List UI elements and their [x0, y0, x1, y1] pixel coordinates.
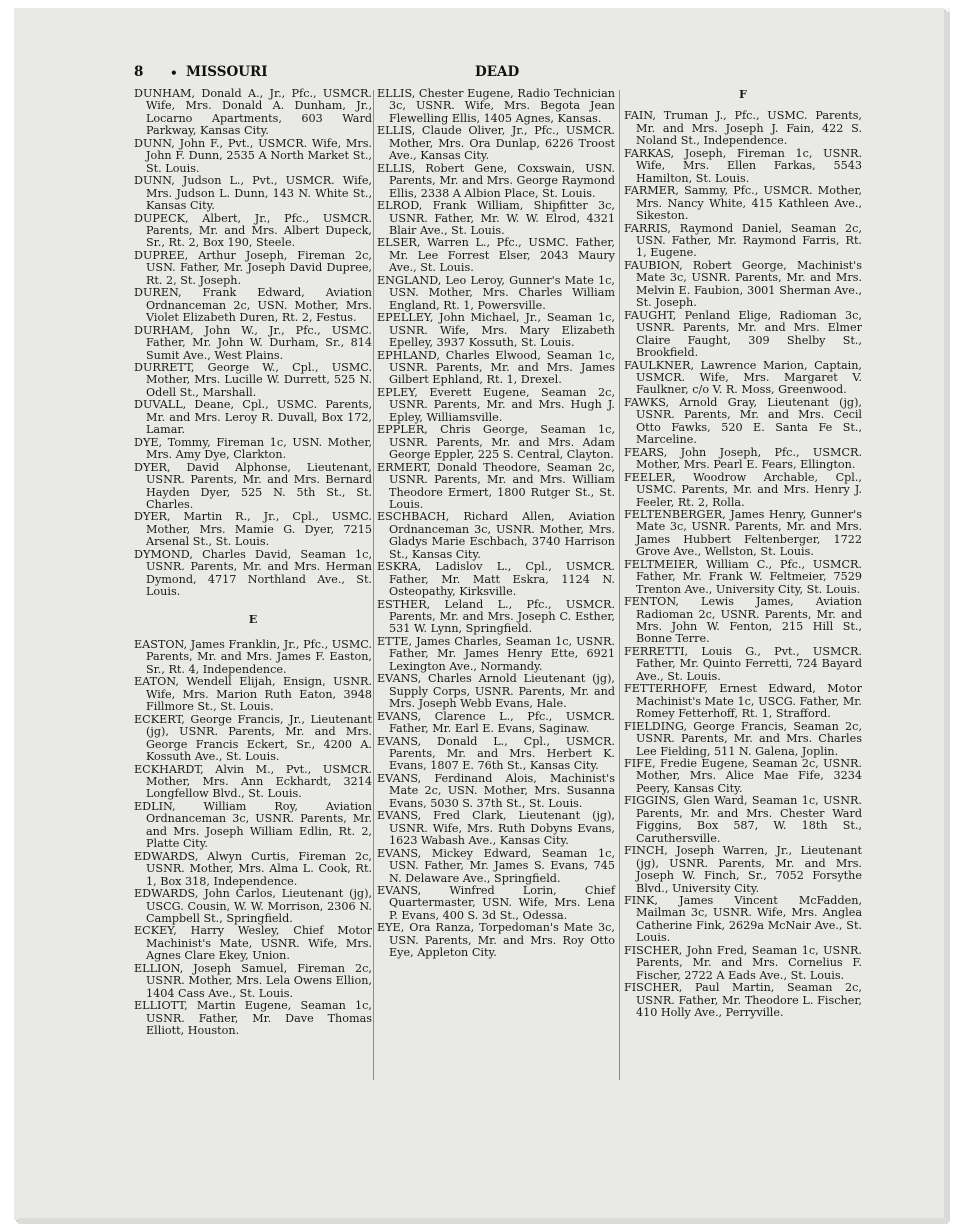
list-item: EVANS, Charles Arnold Lieutenant (jg), Supply Corps, USNR. Parents, Mr. and Mrs. Joseph Webb Evans, Hale. — [377, 672, 615, 711]
list-item: DURRETT, George W., Cpl., USMC. Mother, Mrs. Lucille W. Durrett, 525 N. Odell St., Marshall. — [134, 360, 372, 399]
list-item: DURHAM, John W., Jr., Pfc., USMC. Father, Mr. John W. Durham, Sr., 814 Sumit Ave., West Plains. — [134, 323, 372, 362]
page-header — [134, 64, 864, 84]
list-item: FIELDING, George Francis, Seaman 2c, USNR. Parents, Mr. and Mrs. Charles Lee Fielding, 511 N. Galena, Joplin. — [624, 719, 862, 758]
list-item: FARKAS, Joseph, Fireman 1c, USNR. Wife, Mrs. Ellen Farkas, 5543 Hamilton, St. Louis. — [624, 146, 862, 185]
list-item: FAIN, Truman J., Pfc., USMC. Parents, Mr. and Mrs. Joseph J. Fain, 422 S. Noland St., Independence. — [624, 109, 862, 148]
column-3 — [624, 88, 862, 1020]
column-rule-1 — [373, 90, 374, 1080]
page-number: 8 — [134, 64, 144, 80]
list-item: FAWKS, Arnold Gray, Lieutenant (jg), USNR. Parents, Mr. and Mrs. Cecil Otto Fawks, 520 E. Santa Fe St., Marceline. — [624, 395, 862, 447]
list-item: FELTENBERGER, James Henry, Gunner's Mate 3c, USNR. Parents, Mr. and Mrs. James Hubbert Feltenberger, 1722 Grove Ave., Wellston, St. Louis. — [624, 507, 862, 559]
list-item: EPELLEY, John Michael, Jr., Seaman 1c, USNR. Wife, Mrs. Mary Elizabeth Epelley, 3937 Kossuth, St. Louis. — [377, 311, 615, 350]
section-letter-f: F — [739, 87, 747, 101]
list-item: EDLIN, William Roy, Aviation Ordnanceman 3c, USNR. Parents, Mr. and Mrs. Joseph William Edlin, Rt. 2, Platte City. — [134, 799, 372, 851]
list-item: DUNN, Judson L., Pvt., USMCR. Wife, Mrs. Judson L. Dunn, 143 N. White St., Kansas City. — [134, 174, 372, 213]
header-bullet: • — [170, 66, 178, 80]
list-item: EVANS, Clarence L., Pfc., USMCR. Father, Mr. Earl E. Evans, Saginaw. — [377, 709, 615, 736]
list-item: DYER, Martin R., Jr., Cpl., USMC. Mother, Mrs. Mamie G. Dyer, 7215 Arsenal St., St. Louis. — [134, 510, 372, 549]
column-1 — [134, 88, 372, 1038]
list-item: DUNN, John F., Pvt., USMCR. Wife, Mrs. John F. Dunn, 2535 A North Market St., St. Louis. — [134, 136, 372, 175]
list-item: EYE, Ora Ranza, Torpedoman's Mate 3c, USN. Parents, Mr. and Mrs. Roy Otto Eye, Appleton City. — [377, 921, 615, 960]
list-item: FARMER, Sammy, Pfc., USMCR. Mother, Mrs. Nancy White, 415 Kathleen Ave., Sikeston. — [624, 184, 862, 223]
list-item: FINK, James Vincent McFadden, Mailman 3c, USNR. Wife, Mrs. Anglea Catherine Fink, 2629a McNair Ave., St. Louis. — [624, 894, 862, 945]
list-item: EDWARDS, Alwyn Curtis, Fireman 2c, USNR. Mother, Mrs. Alma L. Cook, Rt. 1, Box 318, Independence. — [134, 849, 372, 888]
list-item: FAUGHT, Penland Elige, Radioman 3c, USNR. Parents, Mr. and Mrs. Elmer Claire Faught, 309 Shelby St., Brookfield. — [624, 308, 862, 360]
list-item: FARRIS, Raymond Daniel, Seaman 2c, USN. Father, Mr. Raymond Farris, Rt. 1, Eugene. — [624, 221, 862, 260]
list-item: EVANS, Ferdinand Alois, Machinist's Mate 2c, USN. Mother, Mrs. Susanna Evans, 5030 S. 37th St., St. Louis. — [377, 771, 615, 810]
list-item: ELROD, Frank William, Shipfitter 3c, USNR. Father, Mr. W. W. Elrod, 4321 Blair Ave., St. Louis. — [377, 199, 615, 237]
header-title: DEAD — [475, 64, 520, 80]
column-2 — [377, 88, 615, 960]
list-item: ELLIS, Claude Oliver, Jr., Pfc., USMCR. Mother, Mrs. Ora Dunlap, 6226 Troost Ave., Kansas City. — [377, 124, 615, 163]
list-item: EVANS, Winfred Lorin, Chief Quartermaster, USN. Wife, Mrs. Lena P. Evans, 400 S. 3d St., Odessa. — [377, 884, 615, 922]
list-item: DYER, David Alphonse, Lieutenant, USNR. Parents, Mr. and Mrs. Bernard Hayden Dyer, 525 N. 5th St., St. Charles. — [134, 460, 372, 511]
list-item: ELLIOTT, Martin Eugene, Seaman 1c, USNR. Father, Mr. Dave Thomas Elliott, Houston. — [134, 999, 372, 1038]
list-item: DYMOND, Charles David, Seaman 1c, USNR. Parents, Mr. and Mrs. Herman Dymond, 4717 Northland Ave., St. Louis. — [134, 547, 372, 599]
list-item: FELTMEIER, William C., Pfc., USMCR. Father, Mr. Frank W. Feltmeier, 7529 Trenton Ave., University City, St. Louis. — [624, 557, 862, 596]
list-item: FINCH, Joseph Warren, Jr., Lieutenant (jg), USNR. Parents, Mr. and Mrs. Joseph W. Finch, Sr., 7052 Forsythe Blvd., University City. — [624, 844, 862, 895]
list-item: FETTERHOFF, Ernest Edward, Motor Machinist's Mate 1c, USCG. Father, Mr. Romey Fetterhoff, Rt. 1, Strafford. — [624, 682, 862, 721]
list-item: EDWARDS, John Carlos, Lieutenant (jg), USCG. Cousin, W. W. Morrison, 2306 N. Campbell St., Springfield. — [134, 887, 372, 925]
page-edge-bottom — [18, 1218, 948, 1224]
list-item: EPLEY, Everett Eugene, Seaman 2c, USNR. Parents, Mr. and Mrs. Hugh J. Epley, Williamsville. — [377, 385, 615, 424]
list-item: ETTE, James Charles, Seaman 1c, USNR. Father, Mr. James Henry Ette, 6921 Lexington Ave., Normandy. — [377, 634, 615, 673]
list-item: FAULKNER, Lawrence Marion, Captain, USMCR. Wife, Mrs. Margaret V. Faulkner, c/o V. R. Moss, Greenwood. — [624, 358, 862, 397]
page-edge-right — [944, 12, 950, 1222]
list-item: ECKHARDT, Alvin M., Pvt., USMCR. Mother, Mrs. Ann Eckhardt, 3214 Longfellow Blvd., St. Louis. — [134, 762, 372, 801]
list-item: ELLIS, Robert Gene, Coxswain, USN. Parents, Mr. and Mrs. George Raymond Ellis, 2338 A Albion Place, St. Louis. — [377, 161, 615, 200]
list-item: ELLION, Joseph Samuel, Fireman 2c, USNR. Mother, Mrs. Lela Owens Ellion, 1404 Cass Ave., St. Louis. — [134, 961, 372, 1000]
list-item: FAUBION, Robert George, Machinist's Mate 3c, USNR. Parents, Mr. and Mrs. Melvin E. Faubion, 3001 Sherman Ave., St. Joseph. — [624, 258, 862, 310]
list-item: ERMERT, Donald Theodore, Seaman 2c, USNR. Parents, Mr. and Mrs. William Theodore Ermert, 1800 Rutger St., St. Louis. — [377, 460, 615, 511]
list-item: FERRETTI, Louis G., Pvt., USMCR. Father, Mr. Quinto Ferretti, 724 Bayard Ave., St. Louis. — [624, 644, 862, 683]
list-item: EVANS, Mickey Edward, Seaman 1c, USN. Father, Mr. James S. Evans, 745 N. Delaware Ave., Springfield. — [377, 846, 615, 885]
column-rule-2 — [619, 90, 620, 1080]
list-item: ENGLAND, Leo Leroy, Gunner's Mate 1c, USN. Mother, Mrs. Charles William England, Rt. 1, Powersville. — [377, 273, 615, 312]
list-item: FENTON, Lewis James, Aviation Radioman 2c, USNR. Parents, Mr. and Mrs. John W. Fenton, 215 Hill St., Bonne Terre. — [624, 595, 862, 646]
list-item: FISCHER, John Fred, Seaman 1c, USNR. Parents, Mr. and Mrs. Cornelius F. Fischer, 2722 A Eads Ave., St. Louis. — [624, 943, 862, 982]
list-item: DUREN, Frank Edward, Aviation Ordnanceman 2c, USN. Mother, Mrs. Violet Elizabeth Duren, Rt. 2, Festus. — [134, 286, 372, 325]
list-item: ESKRA, Ladislov L., Cpl., USMCR. Father, Mr. Matt Eskra, 1124 N. Osteopathy, Kirksville. — [377, 560, 615, 599]
list-item: ECKERT, George Francis, Jr., Lieutenant (jg), USNR. Parents, Mr. and Mrs. George Francis Eckert, Sr., 4200 A. Kossuth Ave., St. Louis. — [134, 712, 372, 764]
list-item: EPPLER, Chris George, Seaman 1c, USNR. Parents, Mr. and Mrs. Adam George Eppler, 225 S. Central, Clayton. — [377, 423, 615, 462]
list-item: EATON, Wendell Elijah, Ensign, USNR. Wife, Mrs. Marion Ruth Eaton, 3948 Fillmore St., St. Louis. — [134, 675, 372, 714]
list-item: DUPREE, Arthur Joseph, Fireman 2c, USN. Father, Mr. Joseph David Dupree, Rt. 2, St. Joseph. — [134, 248, 372, 287]
list-item: ECKEY, Harry Wesley, Chief Motor Machinist's Mate, USNR. Wife, Mrs. Agnes Clare Ekey, Union. — [134, 924, 372, 963]
list-item: DUPECK, Albert, Jr., Pfc., USMCR. Parents, Mr. and Mrs. Albert Dupeck, Sr., Rt. 2, Box 190, Steele. — [134, 211, 372, 250]
section-letter-e: E — [248, 611, 258, 626]
list-item: FISCHER, Paul Martin, Seaman 2c, USNR. Father, Mr. Theodore L. Fischer, 410 Holly Ave., Perryville. — [624, 981, 862, 1020]
list-item: FIFE, Fredie Eugene, Seaman 2c, USNR. Mother, Mrs. Alice Mae Fife, 3234 Peery, Kansas City. — [624, 757, 862, 795]
list-item: DUNHAM, Donald A., Jr., Pfc., USMCR. Wife, Mrs. Donald A. Dunham, Jr., Locarno Apartments, 603 Ward Parkway, Kansas City. — [134, 87, 372, 138]
list-item: FEELER, Woodrow Archable, Cpl., USMC. Parents, Mr. and Mrs. Henry J. Feeler, Rt. 2, Rolla. — [624, 470, 862, 509]
list-item: EVANS, Fred Clark, Lieutenant (jg), USNR. Wife, Mrs. Ruth Dobyns Evans, 1623 Wabash Ave., Kansas City. — [377, 809, 615, 848]
list-item: ELSER, Warren L., Pfc., USMC. Father, Mr. Lee Forrest Elser, 2043 Maury Ave., St. Louis. — [377, 236, 615, 275]
list-item: EPHLAND, Charles Elwood, Seaman 1c, USNR. Parents, Mr. and Mrs. James Gilbert Ephland, Rt. 1, Drexel. — [377, 348, 615, 387]
list-item: EVANS, Donald L., Cpl., USMCR. Parents, Mr. and Mrs. Herbert K. Evans, 1807 E. 76th St., Kansas City. — [377, 734, 615, 773]
list-item: ESTHER, Leland L., Pfc., USMCR. Parents, Mr. and Mrs. Joseph C. Esther, 531 W. Lynn, Springfield. — [377, 597, 615, 636]
header-state: MISSOURI — [186, 64, 268, 80]
list-item: DUVALL, Deane, Cpl., USMC. Parents, Mr. and Mrs. Leroy R. Duvall, Box 172, Lamar. — [134, 398, 372, 437]
list-item: DYE, Tommy, Fireman 1c, USN. Mother, Mrs. Amy Dye, Clarkton. — [134, 435, 372, 462]
list-item: EASTON, James Franklin, Jr., Pfc., USMC. Parents, Mr. and Mrs. James F. Easton, Sr., Rt. 4, Independence. — [134, 638, 372, 676]
list-item: ESCHBACH, Richard Allen, Aviation Ordnanceman 3c, USNR. Mother, Mrs. Gladys Marie Eschbach, 3740 Harrison St., Kansas City. — [377, 510, 615, 561]
list-item: ELLIS, Chester Eugene, Radio Technician 3c, USNR. Wife, Mrs. Begota Jean Flewelling Ellis, 1405 Agnes, Kansas. — [377, 87, 615, 125]
list-item: FIGGINS, Glen Ward, Seaman 1c, USNR. Parents, Mr. and Mrs. Chester Ward Figgins, Box 587, W. 18th St., Caruthersville. — [624, 794, 862, 845]
list-item: FEARS, John Joseph, Pfc., USMCR. Mother, Mrs. Pearl E. Fears, Ellington. — [624, 445, 862, 472]
